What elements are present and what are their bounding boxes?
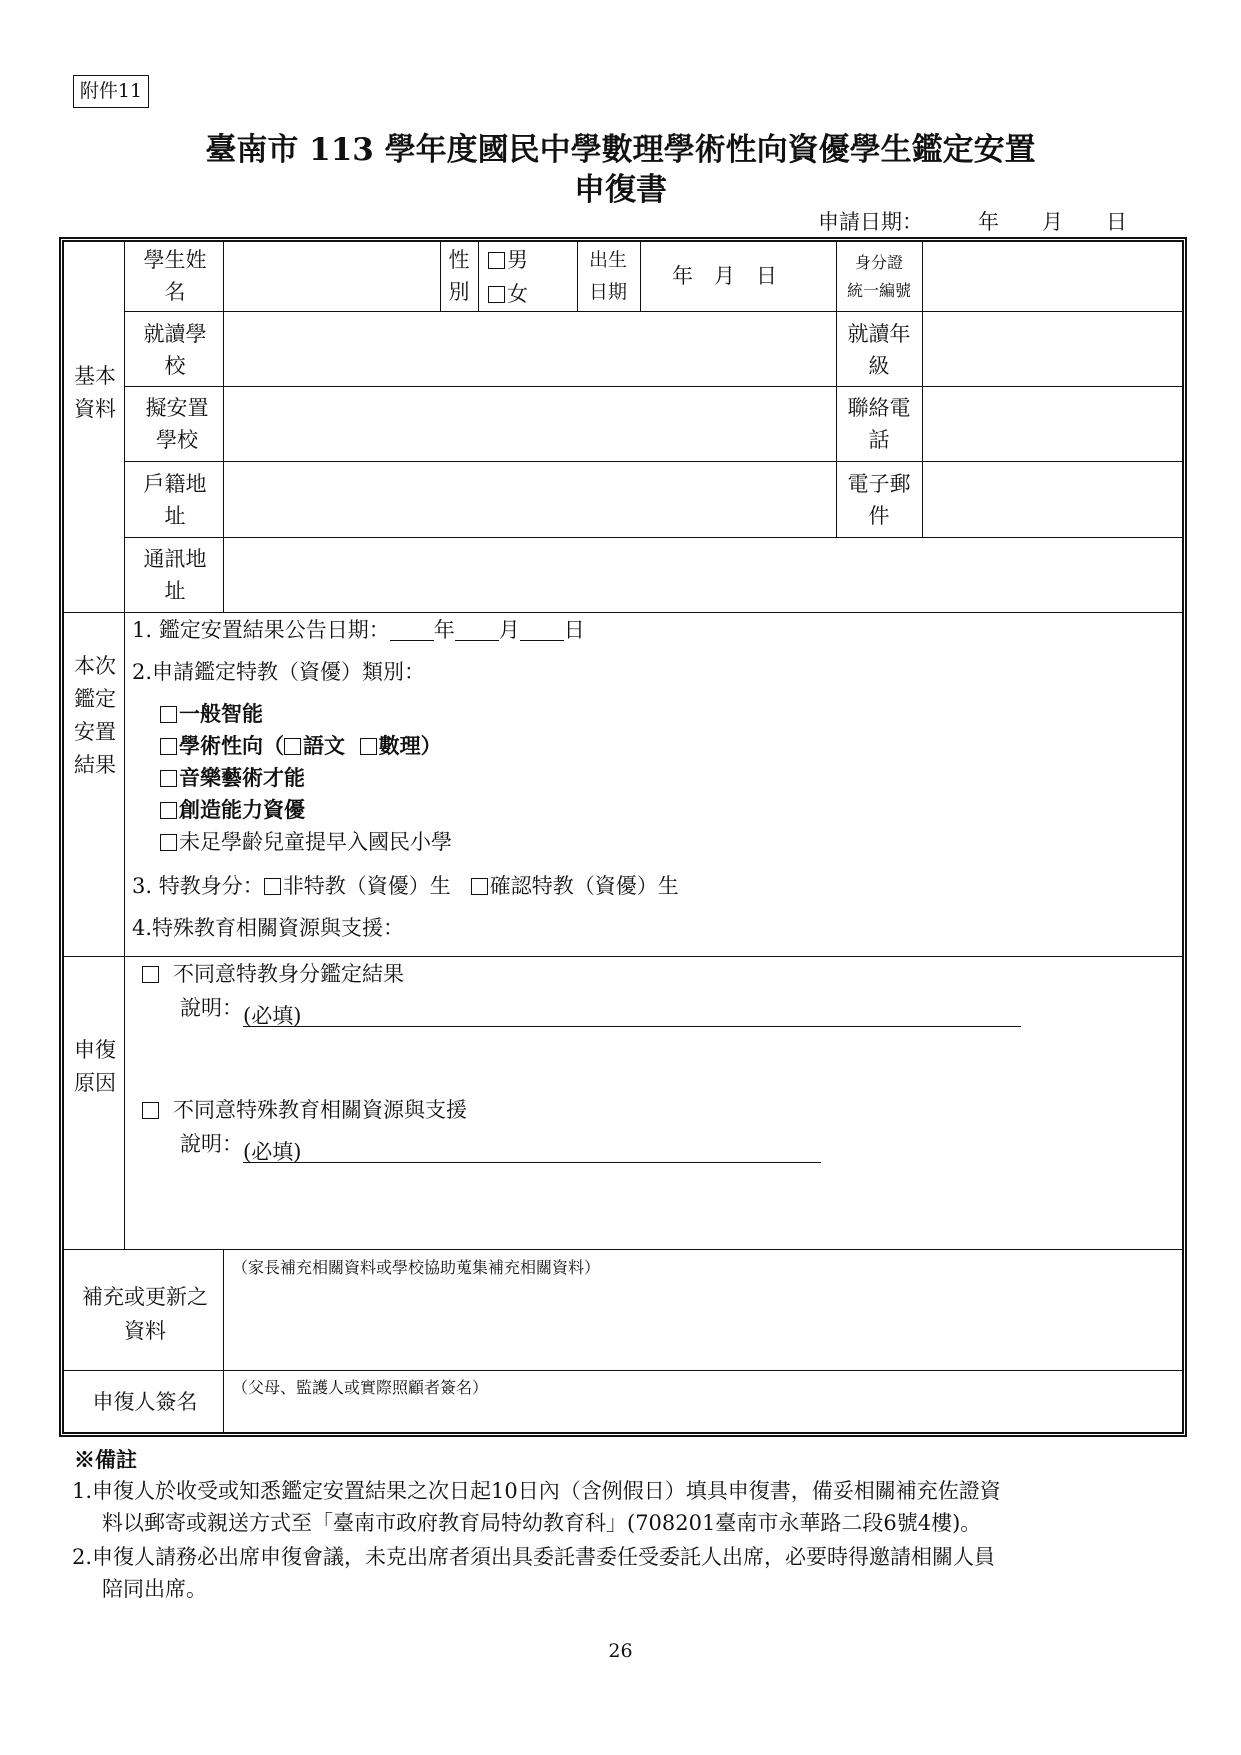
confirm-special-checkbox[interactable] [471,878,488,895]
category-academic[interactable] [160,730,442,762]
divider [64,956,1182,957]
divider [440,242,441,311]
announce-day-label: 日 [563,618,585,642]
announce-date-label: 1. 鑑定安置結果公告日期： [132,618,390,642]
section-result: 本次鑑定安置結果 [74,654,116,777]
announce-year-field[interactable] [390,618,434,641]
label-grade: 就讀年級 [847,322,911,378]
supplement-field[interactable] [226,1280,1176,1364]
required-hint: (必填) [243,1140,302,1164]
reason-1-explain-field[interactable] [243,1000,1021,1027]
placement-school-field[interactable] [225,392,825,454]
announce-day-field[interactable] [520,618,564,641]
music-checkbox[interactable] [160,770,177,787]
male-checkbox[interactable] [488,252,505,269]
label-birth-date: 出生日期 [588,249,627,303]
notes-heading: ※備註 [74,1447,137,1472]
confirm-special-label: 確認特教（資優）生 [489,874,679,898]
result-item-1 [132,614,585,646]
divider [640,242,641,311]
apply-date-year: 年 [978,210,999,234]
appeal-reason-1[interactable] [142,958,404,990]
category-music[interactable] [160,762,305,794]
attachment-tag: 附件11 [73,75,149,108]
language-checkbox[interactable] [284,738,301,755]
label-phone: 聯絡電話 [847,396,911,452]
divider [64,1370,1182,1371]
apply-date-month: 月 [1042,210,1063,234]
early-entry-checkbox[interactable] [160,834,177,851]
label-id-line1: 身分證 [854,253,903,272]
label-mailing-address: 通訊地址 [143,547,207,603]
category-creative-label: 創造能力資優 [179,797,305,822]
household-address-field[interactable] [225,468,825,530]
required-hint: (必填) [243,1004,302,1028]
note-1-line-1: 1.申復人於收受或知悉鑑定安置結果之次日起10日內（含例假日）填具申復書，備妥相關補充佐證資 [72,1479,1001,1503]
status-label: 3. 特教身分： [132,874,264,898]
label-school: 就讀學校 [143,322,207,378]
reason-1-label: 不同意特教身分鑑定結果 [173,962,404,986]
note-1-line-2: 料以郵寄或親送方式至「臺南市政府教育局特幼教育科」(708201臺南市永華路二段6號4樓)。 [102,1511,982,1535]
math-checkbox[interactable] [360,738,377,755]
reason-2-checkbox[interactable] [142,1102,159,1119]
label-id-line2: 統一編號 [846,281,911,300]
page-title: 臺南市 113 學年度國民中學數理學術性向資優學生鑑定安置 [205,132,1036,168]
mailing-address-field[interactable] [225,543,1175,605]
divider [836,242,837,537]
category-general[interactable] [160,698,263,730]
phone-field[interactable] [926,392,1176,454]
label-supplement: 補充或更新之資料 [82,1285,208,1343]
category-general-label: 一般智能 [179,701,263,726]
explain-label: 說明： [180,1132,243,1156]
category-language-label: 語文 [303,733,345,758]
non-special-checkbox[interactable] [264,878,281,895]
female-checkbox[interactable] [488,286,505,303]
section-basic-info: 基本資料 [74,364,116,421]
school-field[interactable] [225,318,825,380]
academic-checkbox[interactable] [160,738,177,755]
page-number: 26 [608,1640,633,1662]
reason-1-checkbox[interactable] [142,966,159,983]
note-2-line-1: 2.申復人請務必出席申復會議，未克出席者須出具委託書委任受委託人出席，必要時得邀請相關人員 [72,1545,996,1569]
divider [124,537,1182,538]
student-name-field[interactable] [225,248,435,308]
label-placement-school: 擬安置學校 [145,396,209,452]
birth-date-field[interactable]: 年 月 日 [672,264,777,288]
reason-2-explain-field[interactable] [243,1136,821,1163]
divider [922,242,923,537]
note-2-line-2: 陪同出席。 [102,1577,207,1601]
divider [577,242,578,311]
divider [124,311,1182,312]
reason-2-label: 不同意特殊教育相關資源與支援 [173,1098,467,1122]
announce-month-field[interactable] [455,618,499,641]
section-appeal-reason: 申復原因 [74,1038,116,1095]
category-academic-label: 學術性向（ [179,733,284,758]
reason-1-explain [180,992,1021,1027]
explain-label: 說明： [180,996,243,1020]
divider [124,461,1182,462]
announce-year-label: 年 [433,618,455,642]
label-household-address: 戶籍地址 [143,472,207,528]
divider [64,1249,1182,1250]
appeal-reason-2[interactable] [142,1094,467,1126]
label-student-name: 學生姓名 [143,248,207,304]
category-early-entry[interactable] [160,826,452,858]
non-special-label: 非特教（資優）生 [282,874,451,898]
divider [223,1249,224,1432]
divider [64,612,1182,613]
page-subtitle: 申復書 [574,172,667,208]
label-email: 電子郵件 [847,472,911,528]
divider [124,242,125,1249]
signature-field[interactable] [226,1398,1176,1430]
category-math-label: 數理） [378,733,442,758]
result-item-2: 2.申請鑑定特教（資優）類別： [132,660,426,684]
category-music-label: 音樂藝術才能 [179,765,305,790]
general-checkbox[interactable] [160,706,177,723]
email-field[interactable] [926,468,1176,530]
grade-field[interactable] [926,318,1176,380]
category-creative[interactable] [160,794,305,826]
label-gender: 性別 [448,248,470,304]
announce-month-label: 月 [498,618,520,642]
apply-date-day: 日 [1106,210,1127,234]
male-label: 男 [507,248,528,272]
creative-checkbox[interactable] [160,802,177,819]
gender-male-option[interactable] [488,244,528,276]
signature-hint: （父母、監護人或實際照顧者簽名） [232,1378,489,1397]
result-item-4: 4.特殊教育相關資源與支援： [132,916,405,940]
label-signature: 申復人簽名 [92,1390,198,1414]
reason-2-explain [180,1128,821,1163]
divider [124,386,1182,387]
female-label: 女 [507,282,528,306]
apply-date-label: 申請日期： [818,210,923,234]
result-item-3 [132,870,679,902]
id-number-field[interactable] [926,248,1176,308]
category-early-entry-label: 未足學齡兒童提早入國民小學 [179,830,452,854]
divider [223,242,224,612]
supplement-hint: （家長補充相關資料或學校協助蒐集補充相關資料） [232,1258,601,1277]
gender-female-option[interactable] [488,278,528,310]
divider [478,242,479,311]
